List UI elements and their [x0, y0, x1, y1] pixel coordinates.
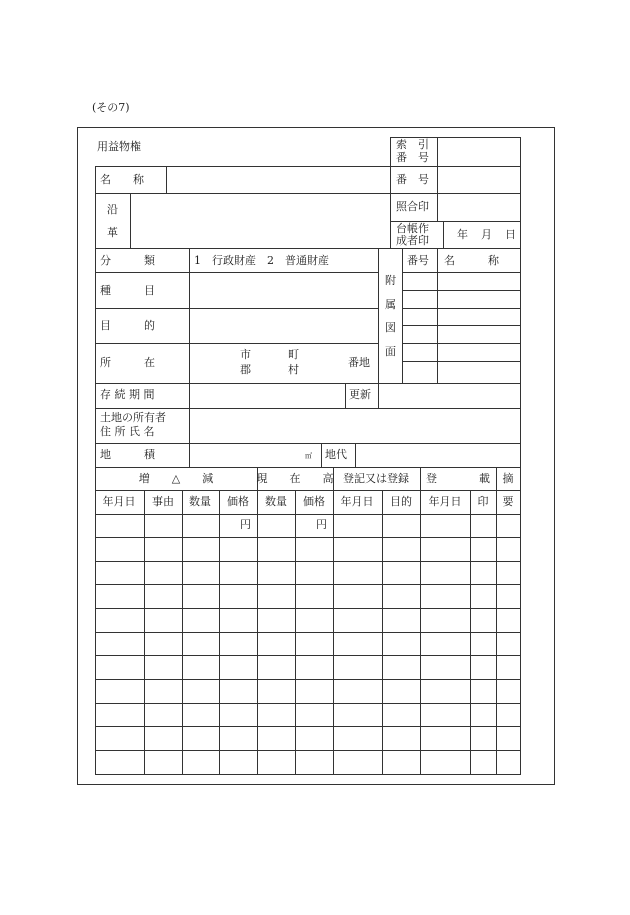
owner-label-1: 土地の所有者: [100, 411, 166, 424]
attached-char-4: 面: [385, 345, 396, 358]
group-entry-2: 載: [479, 472, 490, 485]
document-label: (その7): [92, 101, 130, 114]
col-quantity-change: 数量: [189, 495, 211, 508]
area-unit: ㎡: [305, 452, 312, 460]
verify-seal-label: 照合印: [396, 200, 429, 213]
yen-marker-current: 円: [316, 518, 327, 531]
location-town: 町: [288, 348, 299, 361]
attached-char-2: 属: [385, 298, 396, 311]
yen-marker-change: 円: [240, 518, 251, 531]
attached-number-header: 番号: [407, 254, 429, 267]
purpose-label: 目 的: [100, 319, 155, 332]
col-date-change: 年月日: [102, 495, 136, 508]
ledger-label-2: 成者印: [396, 234, 429, 247]
owner-label-2: 住 所 氏 名: [100, 425, 155, 438]
col-price-change: 価格: [227, 495, 249, 508]
rent-label: 地代: [325, 448, 347, 461]
date-month: 月: [481, 228, 492, 241]
index-label-2: 番 号: [396, 151, 429, 164]
form-title: 用益物権: [97, 140, 141, 153]
history-label-2: 革: [107, 226, 118, 239]
classification-value: 1 行政財産 2 普通財産: [194, 254, 329, 267]
col-reason: 事由: [152, 495, 174, 508]
group-change: 増 △ 減: [138, 472, 214, 485]
history-label-1: 沿: [107, 203, 118, 216]
col-date-registration: 年月日: [340, 495, 374, 508]
period-label: 存 続 期 間: [100, 388, 155, 401]
location-county: 郡: [240, 363, 251, 376]
location-village: 村: [288, 363, 299, 376]
col-date-entry: 年月日: [428, 495, 462, 508]
col-seal: 印: [477, 495, 489, 508]
area-label: 地 積: [100, 448, 155, 461]
col-quantity-current: 数量: [265, 495, 287, 508]
number-label: 番 号: [396, 173, 429, 186]
index-label-1: 索 引: [396, 138, 429, 151]
renewal-label: 更新: [349, 388, 371, 401]
type-label: 種 目: [100, 284, 155, 297]
col-purpose: 目的: [390, 495, 412, 508]
classification-label: 分 類: [100, 254, 155, 267]
group-summary: 摘: [502, 472, 514, 485]
group-entry-1: 登: [426, 472, 437, 485]
date-day: 日: [505, 228, 516, 241]
location-banchi: 番地: [348, 356, 370, 369]
name-label: 名 称: [100, 173, 144, 186]
group-current: 現 在 高: [256, 472, 334, 485]
group-registration: 登記又は登録: [343, 472, 409, 485]
ledger-label-1: 台帳作: [396, 222, 429, 235]
location-label: 所 在: [100, 356, 155, 369]
date-year: 年: [457, 228, 468, 241]
attached-name-header: 名 称: [444, 254, 499, 267]
col-summary: 要: [502, 495, 514, 508]
location-city: 市: [240, 348, 251, 361]
attached-char-1: 附: [385, 274, 396, 287]
attached-char-3: 図: [385, 321, 396, 334]
col-price-current: 価格: [303, 495, 325, 508]
